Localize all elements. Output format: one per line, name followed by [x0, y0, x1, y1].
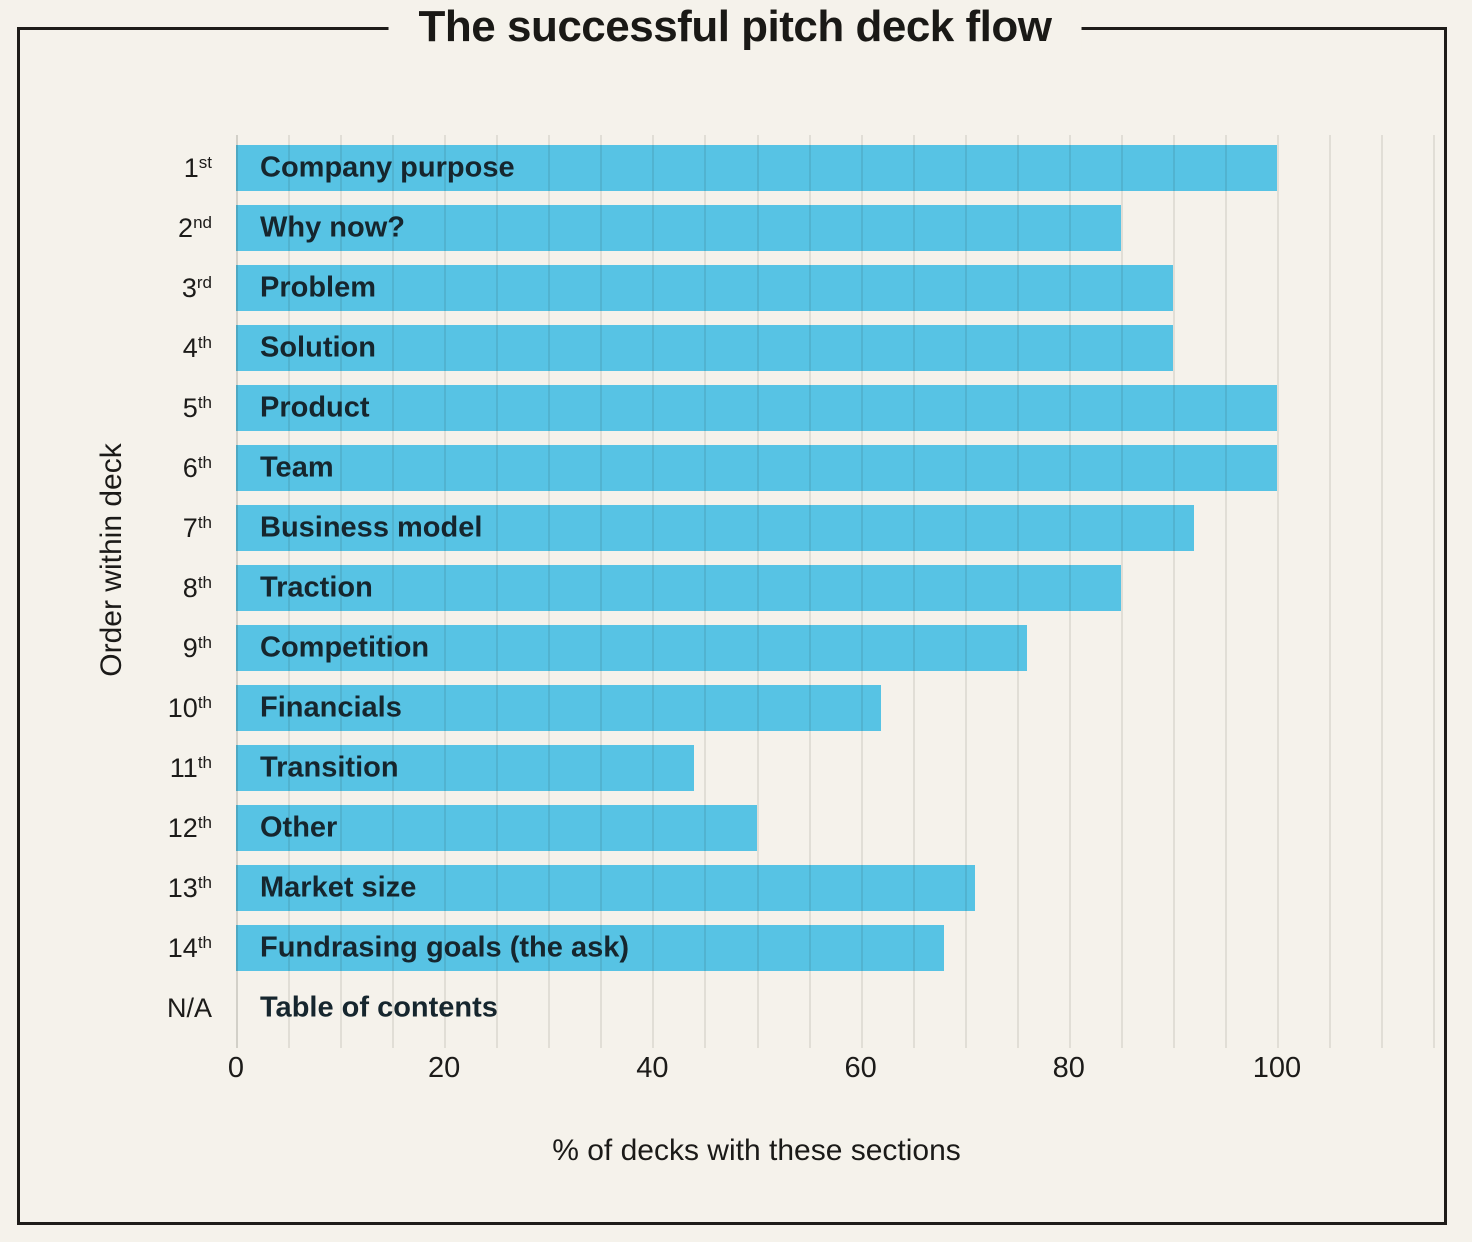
chart-row [236, 565, 1433, 611]
rank-label: 11th [169, 753, 212, 783]
chart-row [236, 925, 1433, 971]
chart-title: The successful pitch deck flow [389, 2, 1082, 52]
y-axis-category-ranks [60, 135, 224, 1048]
chart-row [236, 685, 1433, 731]
x-tick-label: 80 [1052, 1052, 1085, 1084]
category-label: Company purpose [260, 151, 515, 184]
category-label: Team [260, 451, 334, 484]
rank-label: 12th [167, 813, 212, 843]
category-label: Market size [260, 871, 417, 904]
category-label: Business model [260, 511, 483, 544]
category-label: Other [260, 811, 338, 844]
rank-label: 7th [182, 513, 212, 543]
rank-label: 9th [182, 633, 212, 663]
x-tick-label: 0 [227, 1052, 245, 1084]
rank-label: 8th [182, 573, 212, 603]
chart-row [236, 745, 1433, 791]
rank-label: 10th [167, 693, 212, 723]
category-label: Traction [260, 571, 373, 604]
bars-layer [236, 135, 1433, 1048]
rank-label: 5th [182, 393, 212, 423]
chart-row [236, 625, 1433, 671]
chart-row [236, 445, 1433, 491]
x-tick-label: 20 [428, 1052, 461, 1084]
category-label: Problem [260, 271, 377, 304]
bar [236, 325, 1173, 371]
category-label: Table of contents [260, 991, 498, 1024]
rank-label: 3rd [181, 273, 212, 303]
chart-row [236, 985, 1433, 1031]
category-label: Fundrasing goals (the ask) [260, 931, 629, 964]
bar [236, 445, 1277, 491]
x-axis-ticks [227, 1052, 1433, 1088]
rank-label: 6th [182, 453, 212, 483]
category-label: Product [260, 391, 370, 424]
category-label: Transition [260, 751, 399, 784]
chart-row [236, 325, 1433, 371]
x-axis-label: % of decks with these sections [552, 1134, 961, 1167]
rank-label: 14th [167, 933, 212, 963]
chart-row [236, 265, 1433, 311]
rank-label: 2nd [178, 213, 212, 243]
chart-row [236, 505, 1433, 551]
x-tick-label: 40 [636, 1052, 669, 1084]
chart-row [236, 865, 1433, 911]
category-label: Competition [260, 631, 430, 664]
plot-area [236, 135, 1433, 1048]
x-tick-label: 100 [1252, 1052, 1302, 1084]
rank-label: 1st [183, 153, 212, 183]
rank-label: 4th [182, 333, 212, 363]
category-label: Why now? [260, 211, 405, 244]
bar [236, 265, 1173, 311]
rank-label: 13th [167, 873, 212, 903]
rank-label: N/A [166, 993, 212, 1023]
bar [236, 385, 1277, 431]
category-label: Financials [260, 691, 402, 724]
category-label: Solution [260, 331, 376, 364]
chart-row [236, 385, 1433, 431]
chart-row [236, 805, 1433, 851]
x-tick-label: 60 [844, 1052, 877, 1084]
chart-row [236, 205, 1433, 251]
y-axis-label: Order within deck [95, 443, 128, 677]
chart-row [236, 145, 1433, 191]
